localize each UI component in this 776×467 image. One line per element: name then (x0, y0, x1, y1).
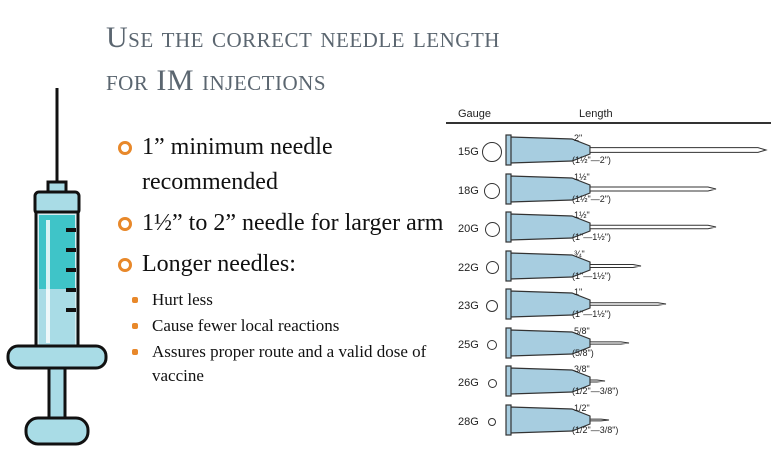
header-divider (446, 122, 771, 124)
needle-icon (506, 400, 771, 438)
bullet-circle-icon (118, 217, 132, 231)
length-label: 5/8" (574, 325, 590, 336)
gauge-label: 25G (458, 338, 479, 351)
length-range-label: (1½"—2") (572, 155, 611, 165)
needle-icon (506, 246, 771, 284)
gauge-label: 15G (458, 146, 479, 158)
bullet-item (116, 247, 446, 282)
sub-bullet-item (116, 314, 446, 338)
sub-bullet-text: Cause fewer local reactions (152, 316, 340, 335)
title-line-2: for IM injections (106, 64, 327, 97)
needle-icon (506, 130, 771, 168)
gauge-circle-icon (485, 222, 500, 237)
needle-icon (506, 207, 771, 245)
needle-row (446, 400, 771, 438)
needle-row (446, 207, 771, 245)
needle-row (446, 246, 771, 284)
title-line-1: Use the correct needle length (106, 21, 500, 54)
needle-row (446, 130, 771, 168)
needle-icon (506, 169, 771, 207)
sub-bullet-text: Hurt less (152, 290, 213, 309)
slide-title (106, 16, 746, 102)
gauge-circle-icon (487, 340, 497, 350)
gauge-label: 26G (458, 377, 479, 389)
gauge-label: 18G (458, 184, 479, 197)
sub-bullet-text: Assures proper route and a valid dose of vaccine (152, 342, 427, 385)
needle-icon (506, 284, 771, 322)
gauge-circle-icon (488, 418, 496, 426)
gauge-circle-icon (486, 261, 499, 274)
bullet-list (116, 130, 446, 388)
gauge-circle-icon (482, 142, 502, 162)
gauge-circle-icon (488, 379, 497, 388)
sub-bullet-item (116, 288, 446, 312)
length-range-label: (1/2"—3/8") (572, 386, 619, 396)
length-range-label: (1½"—2") (572, 193, 611, 204)
sub-bullet-square-icon (132, 349, 138, 355)
needle-row (446, 361, 771, 399)
length-label: 1" (574, 287, 583, 297)
needle-icon (506, 361, 771, 399)
syringe-icon (0, 88, 110, 453)
length-range-label: (1"—1½") (572, 309, 611, 319)
gauge-circle-icon (484, 183, 500, 199)
needle-row (446, 169, 771, 207)
bullet-text: Longer needles: (142, 251, 296, 277)
gauge-header: Gauge (458, 108, 492, 120)
sub-bullet-item (116, 340, 446, 388)
length-header: Length (579, 108, 613, 120)
bullet-text: 1” minimum needle recommended (142, 134, 333, 195)
gauge-label: 20G (458, 223, 479, 235)
length-label: 1½" (574, 210, 590, 220)
length-label: 3/8" (574, 364, 590, 374)
length-range-label: (1"—1½") (572, 270, 611, 281)
bullet-circle-icon (118, 141, 132, 155)
gauge-circle-icon (486, 300, 498, 312)
gauge-label: 23G (458, 300, 479, 312)
length-label: ¾" (574, 248, 585, 259)
length-label: 1/2" (574, 402, 590, 413)
bullet-item (116, 130, 446, 200)
length-range-label: (1"—1½") (572, 232, 611, 242)
bullet-item (116, 206, 446, 241)
length-range-label: (5/8") (572, 347, 594, 358)
needle-icon (506, 323, 771, 361)
needle-gauge-chart (446, 108, 771, 458)
length-label: 2" (574, 133, 583, 143)
gauge-label: 22G (458, 261, 479, 274)
length-label: 1½" (574, 171, 590, 182)
sub-bullet-square-icon (132, 323, 138, 329)
needle-row (446, 284, 771, 322)
needle-row (446, 323, 771, 361)
sub-bullet-square-icon (132, 297, 138, 303)
length-range-label: (1/2"—3/8") (572, 424, 619, 435)
gauge-label: 28G (458, 415, 479, 428)
bullet-text: 1½” to 2” needle for larger arm (142, 210, 444, 236)
bullet-circle-icon (118, 258, 132, 272)
